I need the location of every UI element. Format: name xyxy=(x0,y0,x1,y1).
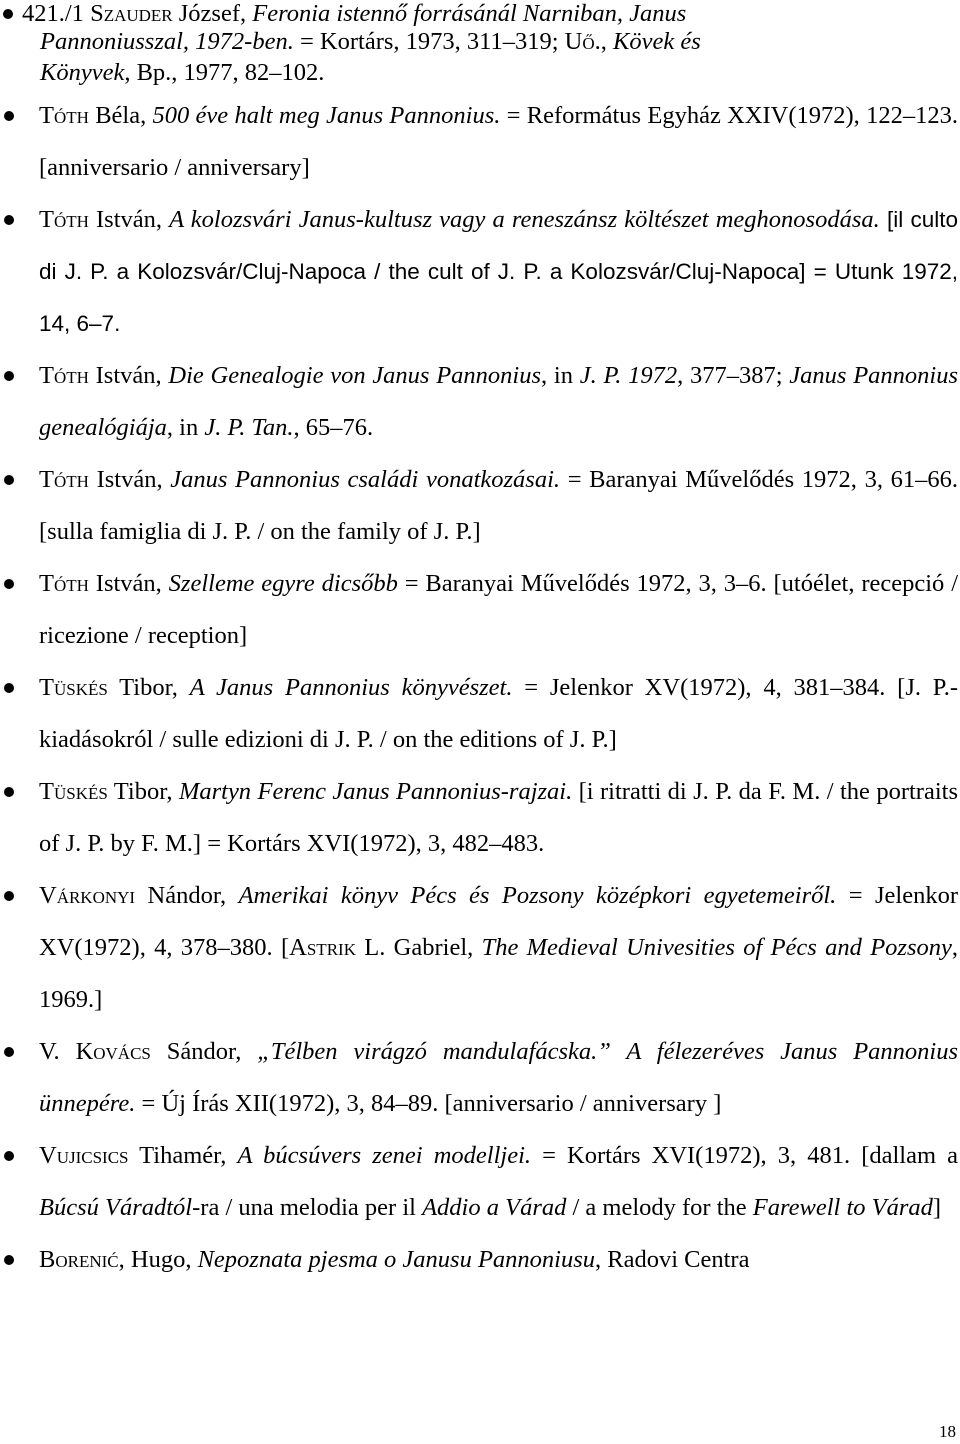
entry-title-2: The Medieval Univesities of Pécs and Pozsony xyxy=(481,934,952,961)
entry-number: 421./1 xyxy=(22,0,91,27)
entry-title: Martyn Ferenc Janus Pannonius-rajzai. xyxy=(178,778,573,805)
entry-author: Tüskés xyxy=(39,674,108,701)
entry-author-first: József, xyxy=(172,0,253,27)
entry-author-2: Astrik xyxy=(289,934,356,961)
entry-author-first: , Hugo, xyxy=(118,1246,198,1273)
entry-sep: ., xyxy=(594,28,614,55)
bibliography-entry xyxy=(0,870,960,1026)
entry-author-first: István, xyxy=(88,362,169,389)
entry-title: A búcsúvers zenei modelljei. xyxy=(237,1142,532,1169)
entry-title-cont: Pannoniusszal, 1972-ben. xyxy=(40,28,294,55)
entry-sep: , in xyxy=(541,362,580,389)
entry-author: Vujicsics xyxy=(39,1142,129,1169)
entry-author: Tóth xyxy=(39,570,89,597)
entry-author-first: István, xyxy=(88,570,169,597)
entry-author-first: István, xyxy=(88,466,171,493)
entry-title: „Télben virágzó mandulafácska.” A félezeréves Janus Pannonius ünnepére. xyxy=(39,1038,958,1117)
entry-note-3: ] xyxy=(932,1194,942,1221)
entry-title: 500 éve halt meg Janus Pannonius. xyxy=(152,102,501,129)
entry-author-first: Tihamér, xyxy=(128,1142,238,1169)
entry-author: Tóth xyxy=(39,466,89,493)
entry-title-2-cont: Könyvek xyxy=(40,59,125,86)
entry-title: Janus Pannonius családi vonatkozásai. xyxy=(170,466,561,493)
bibliography-entry xyxy=(0,90,960,194)
entry-title-4: Farewell to Várad xyxy=(752,1194,933,1221)
entry-title: A kolozsvári Janus-kultusz vagy a reneszánsz költészet meghonosodása. xyxy=(169,206,880,233)
entry-author-2-first: L. Gabriel, xyxy=(355,934,482,961)
entry-pages: , 377–387; xyxy=(677,362,790,389)
entry-author: Borenić xyxy=(39,1246,119,1273)
entry-author: Várkonyi xyxy=(39,882,136,909)
entry-source: = Baranyai Művelődés 1972, 3, 61–66. [sulla famiglia di J. P. / on the family of J. P.] xyxy=(39,466,959,545)
entry-source: [il culto di J. P. a Kolozsvár/Cluj-Napoca / the cult of J. P. a Kolozsvár/Cluj-Napoca] = Utunk 1972, 14, 6–7. xyxy=(39,207,959,336)
entry-author-first: Tibor, xyxy=(107,674,190,701)
entry-author-first: Sándor, xyxy=(150,1038,258,1065)
entry-source: = Kortárs XVI(1972), 3, 481. [dallam a xyxy=(531,1142,959,1169)
entry-volume-2: J. P. Tan. xyxy=(204,414,294,441)
entry-author: Szauder xyxy=(90,0,173,27)
entry-source-2: , Bp., 1977, 82–102. xyxy=(124,59,325,86)
entry-source: = Református Egyház XXIV(1972), 122–123. [anniversario / anniversary] xyxy=(39,102,958,181)
bibliography-entry xyxy=(0,1026,960,1130)
entry-pages-2: , 65–76. xyxy=(293,414,374,441)
entry-author: Tüskés xyxy=(39,778,108,805)
entry-source: = Jelenkor XV(1972), 4, 378–380. [ xyxy=(39,882,958,961)
entry-author: Tóth xyxy=(39,102,89,129)
entry-author: Tóth xyxy=(39,206,89,233)
bibliography-entry xyxy=(0,454,960,558)
entry-author-first: Béla, xyxy=(88,102,153,129)
entry-uo: Uő xyxy=(564,28,595,55)
bibliography-entry-421-1 xyxy=(0,0,960,90)
entry-title-2: Búcsú Váradtól xyxy=(39,1194,193,1221)
entry-source: = Új Írás XII(1972), 3, 84–89. [anniversario / anniversary ] xyxy=(135,1090,722,1117)
bibliography-entry xyxy=(0,194,960,350)
bibliography-entry xyxy=(0,766,960,870)
bibliography-entry xyxy=(0,558,960,662)
entry-source: , Radovi Centra xyxy=(595,1246,750,1273)
entry-author-first: István, xyxy=(88,206,170,233)
entry-author-first: Nándor, xyxy=(135,882,239,909)
bibliography-entry xyxy=(0,350,960,454)
entry-title: Die Genealogie von Janus Pannonius xyxy=(168,362,542,389)
bibliography-entry xyxy=(0,662,960,766)
entry-title: Amerikai könyv Pécs és Pozsony középkori egyetemeiről. xyxy=(238,882,837,909)
entry-source: = Kortárs, 1973, 311–319; xyxy=(293,28,565,55)
entry-title: Feronia istennő forrásánál Narniban, Janus xyxy=(252,0,687,27)
entry-title-2: Kövek és xyxy=(613,28,701,55)
entry-source: [i ritratti di J. P. da F. M. / the portraits of J. P. by F. M.] = Kortárs XVI(1972), 3, 482–483. xyxy=(39,778,958,857)
bibliography-entry xyxy=(0,1234,960,1286)
entry-title: Nepoznata pjesma o Janusu Pannoniusu xyxy=(197,1246,596,1273)
entry-title-2: Janus Pannonius genealógiája xyxy=(39,362,959,441)
entry-title: A Janus Pannonius könyvészet. xyxy=(189,674,513,701)
entry-sep: , in xyxy=(166,414,205,441)
entry-source: = Jelenkor XV(1972), 4, 381–384. [J. P.- kiadásokról / sulle edizioni di J. P. / on the editions of J. P.] xyxy=(39,674,958,753)
entry-year: , 1969.] xyxy=(39,934,958,1013)
entry-title-3: Addio a Várad xyxy=(422,1194,567,1221)
bibliography-entry xyxy=(0,1130,960,1234)
entry-note-2: / a melody for the xyxy=(566,1194,753,1221)
entry-author: Tóth xyxy=(39,362,89,389)
entry-title: Szelleme egyre dicsőbb xyxy=(168,570,398,597)
entry-note: -ra / una melodia per il xyxy=(192,1194,423,1221)
entry-author-first: Tibor, xyxy=(107,778,179,805)
page-number: 18 xyxy=(939,1422,956,1441)
entry-author-prefix: V. xyxy=(39,1038,76,1065)
entry-volume: J. P. 1972 xyxy=(579,362,678,389)
entry-author: Kovács xyxy=(75,1038,151,1065)
entry-source: = Baranyai Művelődés 1972, 3, 3–6. [utóélet, recepció / ricezione / reception] xyxy=(39,570,958,649)
